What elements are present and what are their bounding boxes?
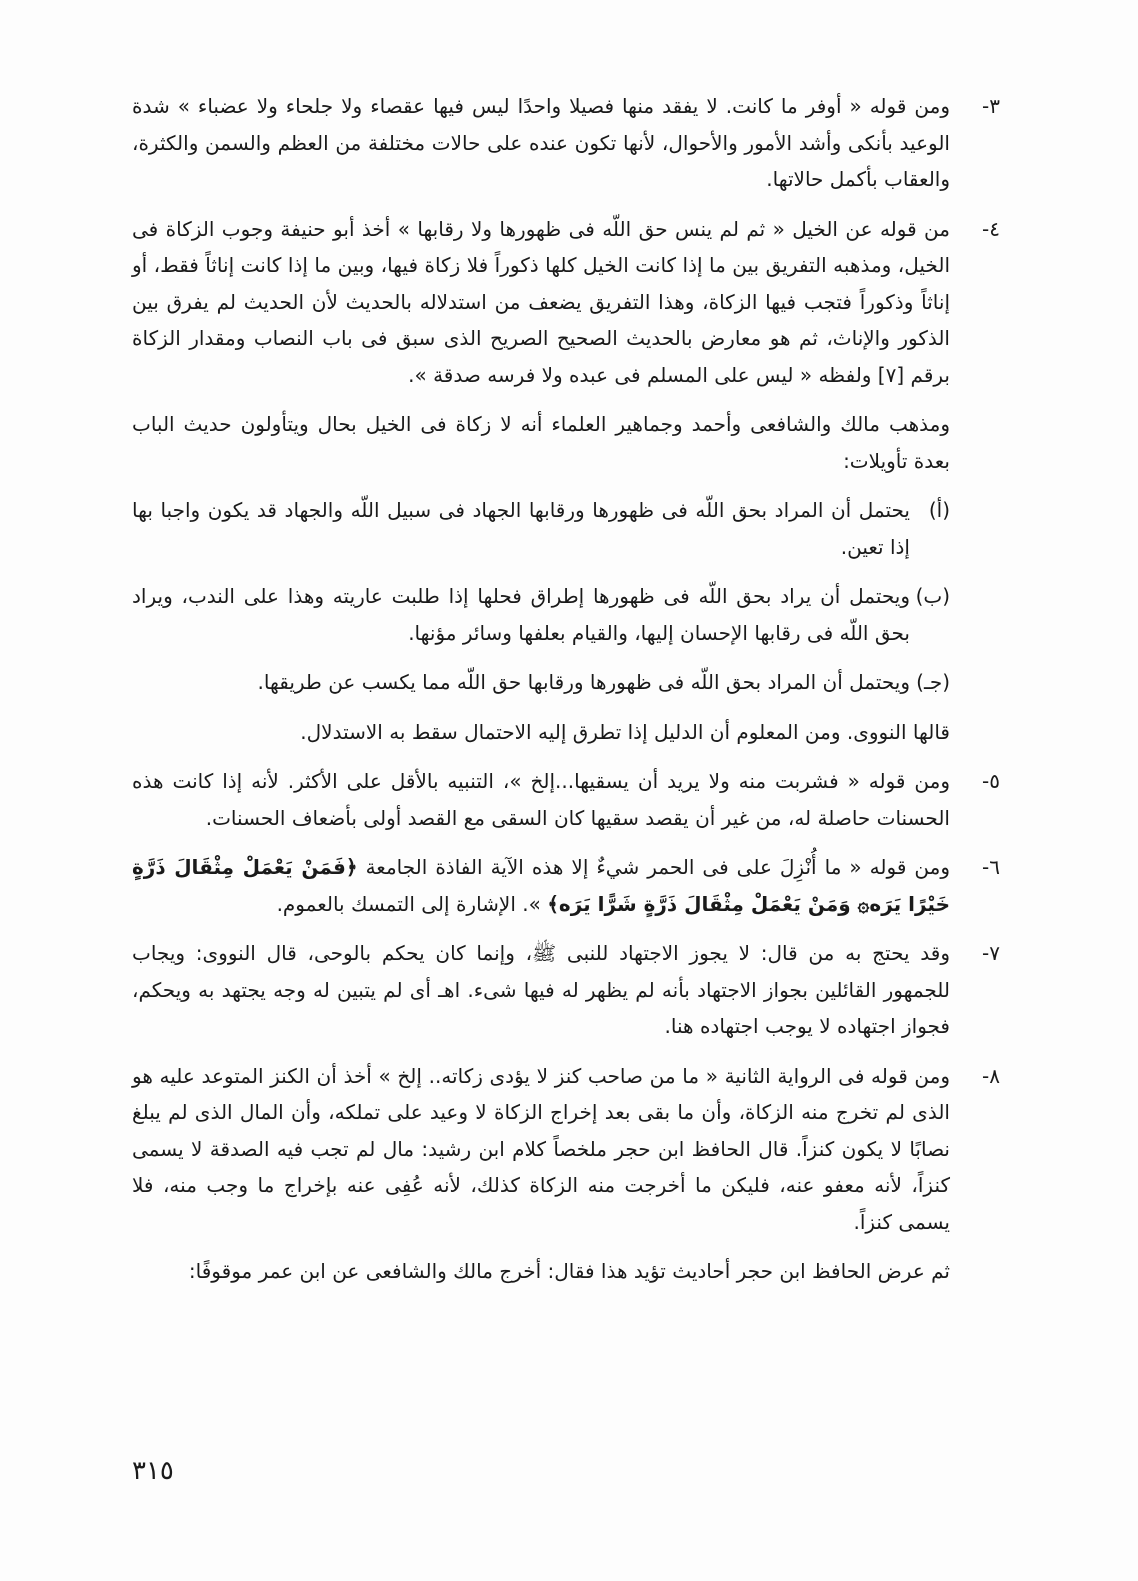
item-text: وقد يحتج به من قال: لا يجوز الاجتهاد للنبى ﷺ، وإنما كان يحكم بالوحى، قال النووى: ويجاب للجمهور القائلين بجواز الاجتهاد بأنه لم يظهر له فيها شىء. اهـ أى لم يتبين له وجه يجتهد به ويحكم، فجواز اجتهاده لا يوجب اجتهاده هنا. bbox=[132, 941, 950, 1038]
item-number: ٥- bbox=[982, 769, 1000, 793]
list-item-6 bbox=[132, 849, 1000, 922]
item-text: ومن قوله « أوفر ما كانت. لا يفقد منها فصيلا واحدًا ليس فيها عقصاء ولا جلحاء ولا عضباء » شدة الوعيد بأنكى وأشد الأمور والأحوال، لأنها تكون عنده على حالات مختلفة من العظم والسمن والكثرة، والعقاب بأكمل حالاتها. bbox=[132, 94, 950, 191]
sub-item-mark: (جـ) bbox=[916, 670, 950, 694]
sub-item-mark: (أ) bbox=[928, 498, 950, 522]
item-text-before: ومن قوله « ما أُنْزِلَ على فى الحمر شيءٌ إلا هذه الآية الفاذة الجامعة bbox=[365, 855, 951, 879]
list-item-5 bbox=[132, 763, 1000, 836]
sub-item-mark: (ب) bbox=[915, 584, 950, 608]
item-text: ومن قوله « فشربت منه ولا يريد أن يسقيها...إلخ »، التنبيه بالأقل على الأكثر. لأنه إذا كانت هذه الحسنات حاصلة له، من غير أن يقصد سقيها كان السقى مع القصد أولى بأضعاف الحسنات. bbox=[132, 769, 950, 830]
page-body bbox=[132, 88, 1000, 1303]
list-item-4 bbox=[132, 211, 1000, 394]
item-number: ٧- bbox=[982, 941, 1000, 965]
paragraph-nawawi: قالها النووى. ومن المعلوم أن الدليل إذا تطرق إليه الاحتمال سقط به الاستدلال. bbox=[300, 719, 950, 744]
item-text: ومن قوله فى الرواية الثانية « ما من صاحب كنز لا يؤدى زكاته.. إلخ » أخذ أن الكنز المتوعد عليه هو الذى لم تخرج منه الزكاة، وأن ما بقى بعد إخراج الزكاة لا وعيد على تملكه، وأن المال الذى لم يبلغ نصابًا لا يكون كنزاً. قال الحافظ ابن حجر ملخصاً كلام ابن رشيد: مال لم تجب فيه الصدقة لا يسمى كنزاً، لأنه معفو عنه، فليكن ما أخرجت منه الزكاة كذلك، لأنه عُفِى عنه بإخراج ما وجب منه، فلا يسمى كنزاً. bbox=[132, 1063, 950, 1234]
item-number: ٦- bbox=[982, 855, 1000, 879]
page-number: ٣١٥ bbox=[132, 1456, 174, 1486]
sub-item-text: يحتمل أن المراد بحق اللّه فى ظهورها ورقابها الجهاد فى سبيل اللّه والجهاد قد يكون واجبا بها إذا تعين. bbox=[132, 498, 910, 559]
sub-item-text: ويحتمل أن المراد بحق اللّه فى ظهورها ورقابها حق اللّه مما يكسب عن طريقها. bbox=[257, 670, 910, 694]
paragraph-final: ثم عرض الحافظ ابن حجر أحاديث تؤيد هذا فقال: أخرج مالك والشافعى عن ابن عمر موقوفًا: bbox=[188, 1259, 950, 1283]
item-number: ٨- bbox=[982, 1063, 1000, 1088]
list-item-3 bbox=[132, 88, 1000, 198]
item-number: ٤- bbox=[982, 216, 1000, 241]
sub-item-text: ويحتمل أن يراد بحق اللّه فى ظهورها إطراق فحلها إذا طلبت عاريته وهذا على الندب، ويراد بحق اللّه فى رقابها الإحسان إليها، والقيام بعلفها وسائر مؤنها. bbox=[132, 584, 910, 645]
list-item-7 bbox=[132, 935, 1000, 1045]
item-number: ٣- bbox=[982, 94, 1000, 118]
list-item-8 bbox=[132, 1058, 1000, 1241]
sub-item-b bbox=[132, 578, 1000, 651]
sub-item-a bbox=[132, 492, 1000, 565]
paragraph-madhhab: ومذهب مالك والشافعى وأحمد وجماهير العلماء أنه لا زكاة فى الخيل بحال ويتأولون حديث الباب بعدة تأويلات: bbox=[132, 412, 950, 473]
sub-item-c bbox=[132, 664, 1000, 701]
item-text bbox=[132, 849, 950, 922]
item-text: من قوله عن الخيل « ثم لم ينس حق اللّه فى ظهورها ولا رقابها » أخذ أبو حنيفة وجوب الزكاة فى الخيل، ومذهبه التفريق بين ما إذا كانت الخيل كلها ذكوراً فلا زكاة فيها، وبين ما إذا كانت إناثاً فقط، أو إناثاً وذكوراً فتجب فيها الزكاة، وهذا التفريق يضعف من استدلاله بالحديث لأن الحديث لم يفرق بين الذكور والإناث، ثم هو معارض بالحديث الصحيح الصريح الذى سبق فى باب النصاب ومقدار الزكاة برقم [٧] ولفظه « ليس على المسلم فى عبده ولا فرسه صدقة ». bbox=[132, 216, 950, 387]
item-text-after: ». الإشارة إلى التمسك بالعموم. bbox=[276, 891, 541, 916]
quran-verse: ﴿فَمَنْ يَعْمَلْ مِثْقَالَ ذَرَّةٍ خَيْرًا يَرَه۞ وَمَنْ يَعْمَلْ مِثْقَالَ ذَرَّةٍ شَرًّا يَرَه﴾ bbox=[132, 855, 950, 916]
